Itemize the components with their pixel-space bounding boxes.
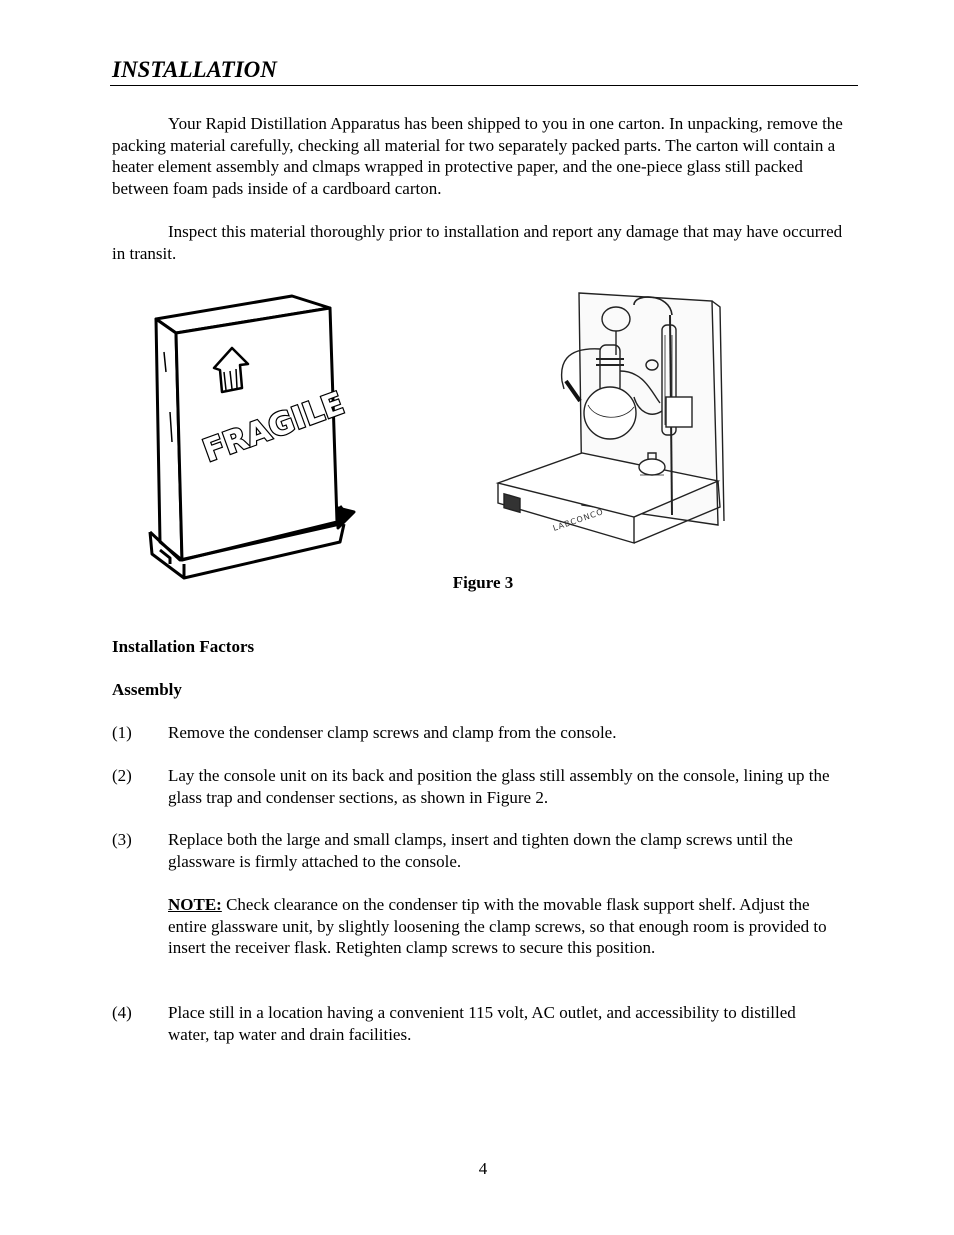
step-text: Remove the condenser clamp screws and clamp from the console. bbox=[168, 723, 617, 742]
step-number: (3) bbox=[112, 830, 132, 849]
figure-3 bbox=[0, 280, 954, 580]
step-text: Lay the console unit on its back and position the glass still assembly on the console, lining up the glass trap and condenser sections, as shown in Figure 2. bbox=[168, 766, 830, 807]
note-label: NOTE: bbox=[168, 895, 222, 914]
step-number: (1) bbox=[112, 723, 132, 742]
assembly-heading: Assembly bbox=[112, 680, 182, 699]
page-title: INSTALLATION bbox=[112, 57, 277, 82]
title-rule bbox=[110, 85, 858, 86]
page-number: 4 bbox=[478, 1159, 488, 1178]
fragile-label: FRAGILE bbox=[198, 385, 349, 470]
distillation-apparatus-illustration bbox=[484, 285, 744, 565]
note-block bbox=[168, 894, 828, 959]
fragile-carton-illustration bbox=[140, 292, 380, 582]
step-number: (4) bbox=[112, 1003, 132, 1022]
figure-caption: Figure 3 bbox=[452, 573, 514, 592]
installation-factors-heading: Installation Factors bbox=[112, 637, 255, 656]
intro-paragraph-unpacking: Your Rapid Distillation Apparatus has been shipped to you in one carton. In unpacking, remove the packing material carefully, checking all material for two separately packed parts. The carton will contain a heater element assembly and clmaps wrapped in protective paper, and the one-piece glass still packed between foam pads inside of a cardboard carton. bbox=[112, 114, 843, 198]
note-text: Check clearance on the condenser tip with the movable flask support shelf. Adjust the entire glassware unit, by slightly loosening the clamp screws, so that enough room is provided to insert the receiver flask. Retighten clamp screws to secure this position. bbox=[168, 895, 827, 957]
intro-paragraph-inspect: Inspect this material thoroughly prior to installation and report any damage that may have occurred in transit. bbox=[112, 222, 843, 263]
step-text: Replace both the large and small clamps, insert and tighten down the clamp screws until the glassware is firmly attached to the console. bbox=[168, 830, 793, 871]
step-text: Place still in a location having a convenient 115 volt, AC outlet, and accessibility to distilled water, tap water and drain facilities. bbox=[168, 1003, 796, 1044]
step-number: (2) bbox=[112, 766, 132, 785]
console-brand-label: LABCONCO bbox=[551, 507, 605, 533]
